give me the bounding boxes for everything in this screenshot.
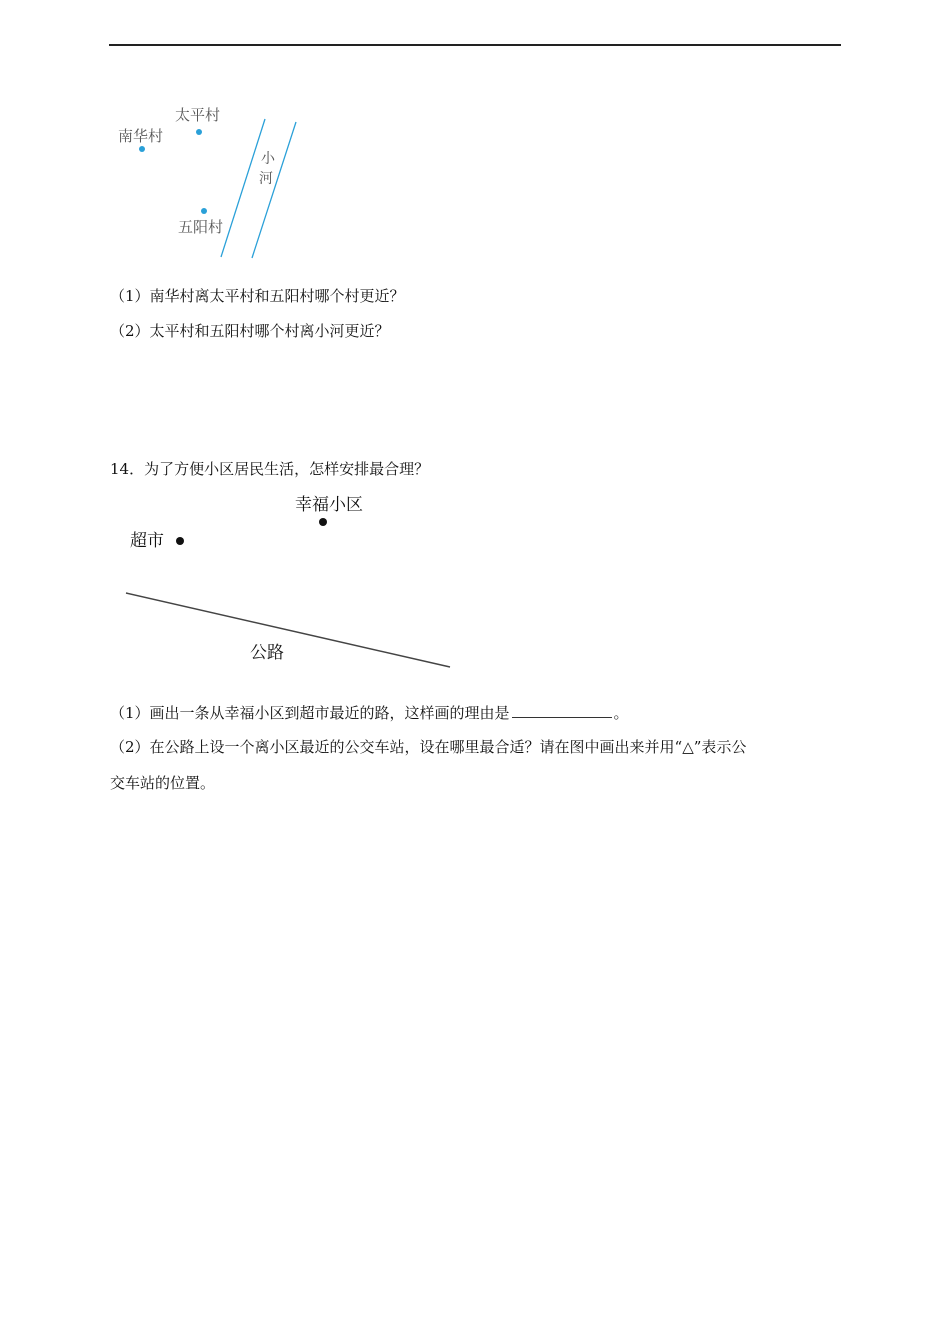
river-label-char-1: 小 <box>261 151 275 167</box>
q14-sub2-line2: 交车站的位置。 <box>110 774 216 792</box>
header-rule <box>109 44 841 46</box>
village-dot-nanhua <box>139 146 145 152</box>
supermarket-dot <box>176 537 184 545</box>
q14-title: 14．为了方便小区居民生活，怎样安排最合理？ <box>110 460 430 478</box>
village-label-nanhua: 南华村 <box>118 127 164 145</box>
village-label-taiping: 太平村 <box>175 106 221 124</box>
road-line <box>126 593 450 667</box>
answer-blank[interactable] <box>512 703 612 718</box>
community-dot <box>319 518 327 526</box>
river-bank-right <box>252 122 296 258</box>
q13-sub2: （2）太平村和五阳村哪个村离小河更近？ <box>110 322 390 340</box>
road-map-figure <box>110 488 470 673</box>
q14-sub1-end: 。 <box>613 704 629 722</box>
village-dot-taiping <box>196 129 202 135</box>
village-dot-wuyang <box>201 208 207 214</box>
community-label: 幸福小区 <box>295 495 363 515</box>
q13-sub1: （1）南华村离太平村和五阳村哪个村更近？ <box>110 287 405 305</box>
q14-sub2-line1: （2）在公路上设一个离小区最近的公交车站，设在哪里最合适？请在图中画出来并用“△”表示公 <box>110 738 747 756</box>
river-label-char-2: 河 <box>259 171 273 187</box>
road-label: 公路 <box>250 643 284 663</box>
village-label-wuyang: 五阳村 <box>178 218 224 236</box>
q14-sub1-text: （1）画出一条从幸福小区到超市最近的路，这样画的理由是 <box>110 704 510 722</box>
q14-sub1 <box>110 703 629 723</box>
village-map-figure <box>110 100 310 265</box>
supermarket-label: 超市 <box>130 531 164 551</box>
